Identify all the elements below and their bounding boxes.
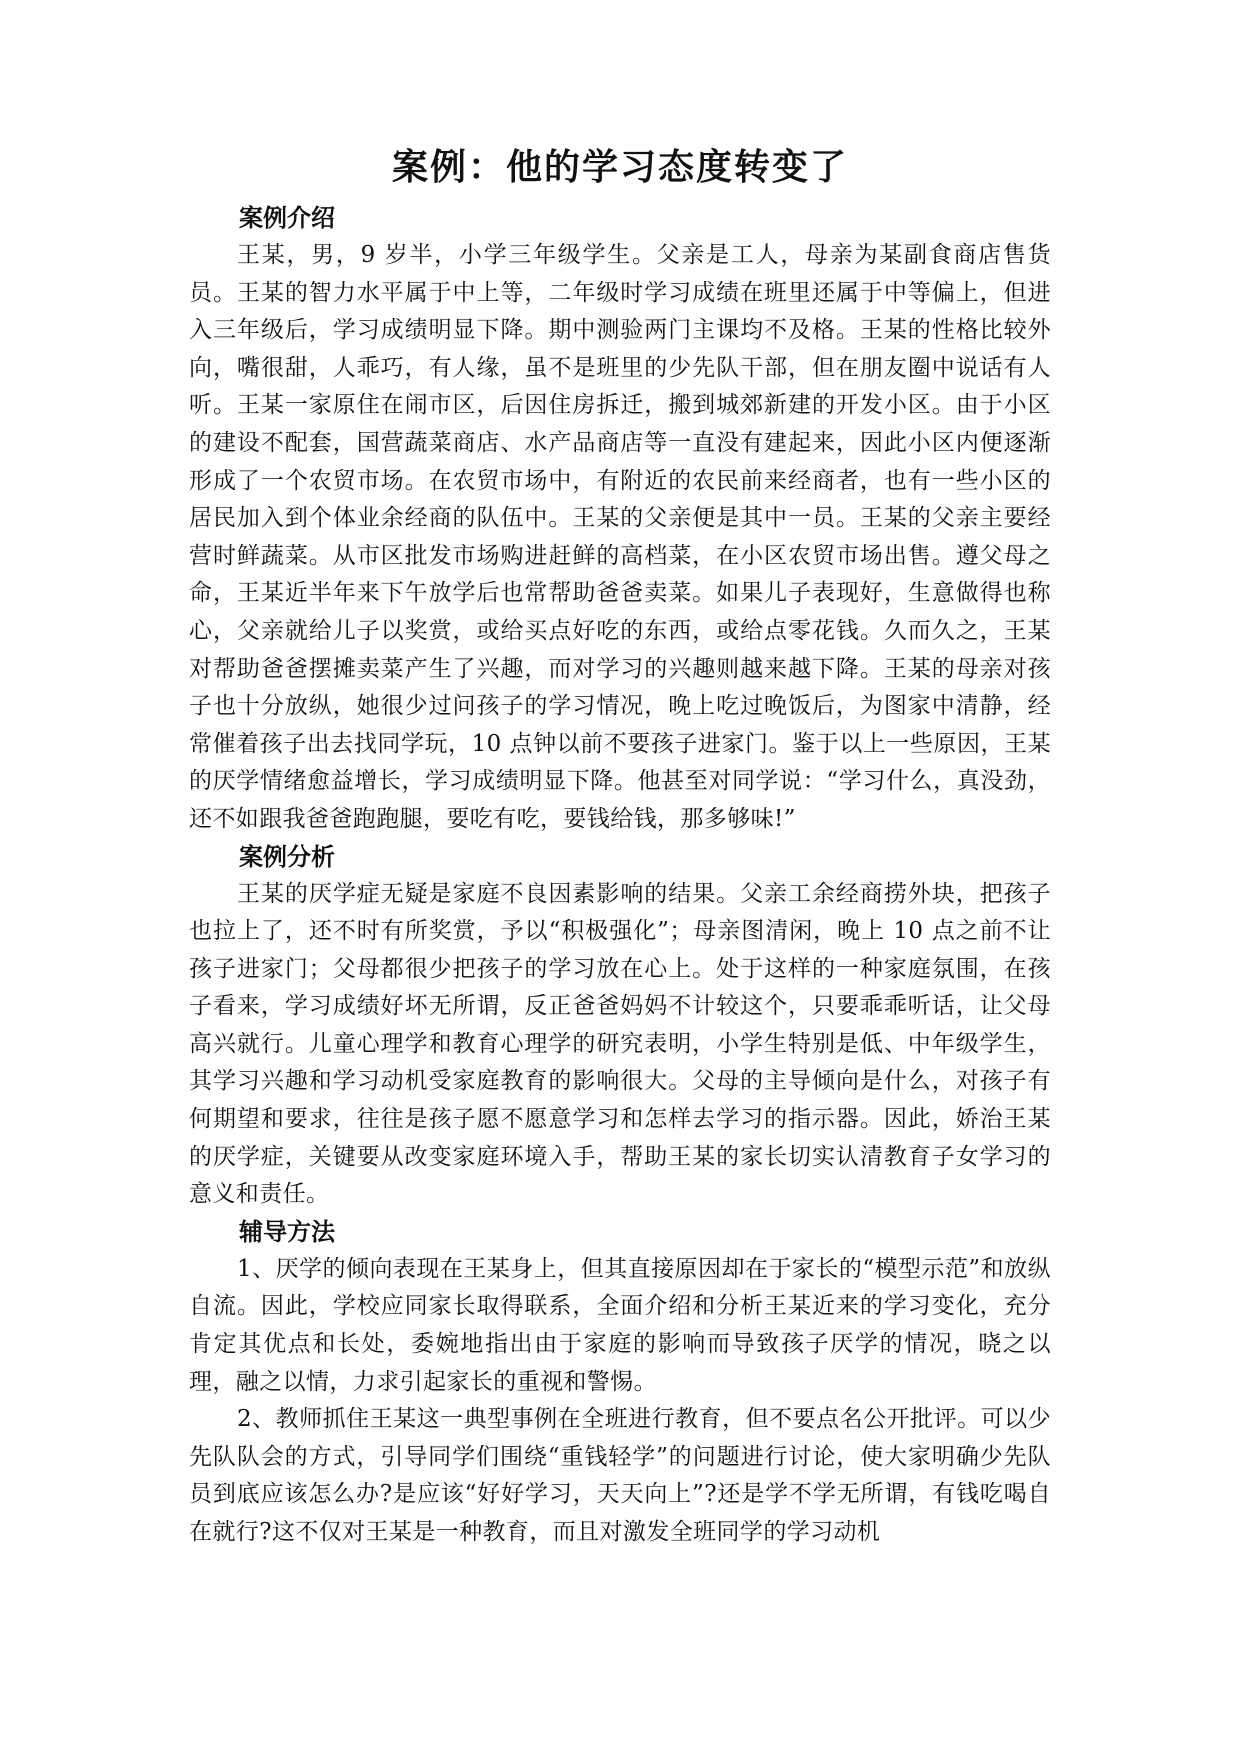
guidance-method-paragraph-2: 2、教师抓住王某这一典型事例在全班进行教育，但不要点名公开批评。可以少先队队会的方式，引导同学们围绕“重钱轻学”的问题进行讨论，使大家明确少先队员到底应该怎么办?是应该“好好学习，天天向上”?还是学不学无所谓，有钱吃喝自在就行?这不仅对王某是一种教育，而且对激发全班同学的学习动机: [189, 1406, 1051, 1545]
case-intro-paragraph: 王某，男，9 岁半，小学三年级学生。父亲是工人，母亲为某副食商店售货员。王某的智力水平属于中上等，二年级时学习成绩在班里还属于中等偏上，但进入三年级后，学习成绩明显下降。期中测验两门主课均不及格。王某的性格比较外向，嘴很甜，人乖巧，有人缘，虽不是班里的少先队干部，但在朋友圈中说话有人听。王某一家原住在闹市区，后因住房拆迁，搬到城郊新建的开发小区。由于小区的建设不配套，国营蔬菜商店、水产品商店等一直没有建起来，因此小区内便逐渐形成了一个农贸市场。在农贸市场中，有附近的农民前来经商者，也有一些小区的居民加入到个体业余经商的队伍中。王某的父亲便是其中一员。王某的父亲主要经营时鲜蔬菜。从市区批发市场购进赶鲜的高档菜，在小区农贸市场出售。遵父母之命，王某近半年来下午放学后也常帮助爸爸卖菜。如果儿子表现好，生意做得也称心，父亲就给儿子以奖赏，或给买点好吃的东西，或给点零花钱。久而久之，王某对帮助爸爸摆摊卖菜产生了兴趣，而对学习的兴趣则越来越下降。王某的母亲对孩子也十分放纵，她很少过问孩子的学习情况，晚上吃过晚饭后，为图家中清静，经常催着孩子出去找同学玩，10 点钟以前不要孩子进家门。鉴于以上一些原因，王某的厌学情绪愈益增长，学习成绩明显下降。他甚至对同学说：“学习什么，真没劲，还不如跟我爸爸跑跑腿，要吃有吃，要钱给钱，那多够味!”: [189, 242, 1051, 832]
section-heading-case-analysis: 案例分析: [239, 842, 335, 871]
guidance-method-paragraph-1: 1、厌学的倾向表现在王某身上，但其直接原因却在于家长的“模型示范”和放纵自流。因此，学校应同家长取得联系，全面介绍和分析王某近来的学习变化，充分肯定其优点和长处，委婉地指出由于家庭的影响而导致孩子厌学的情况，晓之以理，融之以情，力求引起家长的重视和警惕。: [189, 1255, 1051, 1395]
section-heading-case-intro: 案例介绍: [239, 204, 335, 232]
case-analysis-paragraph: 王某的厌学症无疑是家庭不良因素影响的结果。父亲工余经商捞外块，把孩子也拉上了，还不时有所奖赏，予以“积极强化”；母亲图清闲，晚上 10 点之前不让孩子进家门；父母都很少把孩子的学习放在心上。处于这样的一种家庭氛围，在孩子看来，学习成绩好坏无所谓，反正爸爸妈妈不计较这个，只要乖乖听话，让父母高兴就行。儿童心理学和教育心理学的研究表明，小学生特别是低、中年级学生，其学习兴趣和学习动机受家庭教育的影响很大。父母的主导倾向是什么，对孩子有何期望和要求，往往是孩子愿不愿意学习和怎样去学习的指示器。因此，娇治王某的厌学症，关键要从改变家庭环境入手，帮助王某的家长切实认清教育子女学习的意义和责任。: [189, 880, 1051, 1208]
document-title: 案例：他的学习态度转变了: [391, 147, 848, 188]
document-body: [189, 140, 1051, 1552]
section-heading-guidance-methods: 辅导方法: [239, 1217, 335, 1246]
